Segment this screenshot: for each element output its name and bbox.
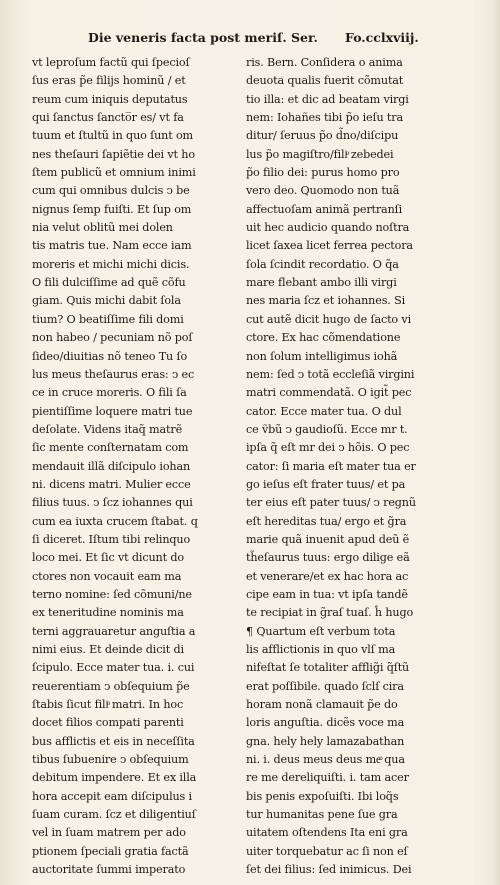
- right-column-line: ris. Bern. Conſidera o anima: [246, 56, 403, 69]
- folio-number: Fo.cclxviij.: [345, 30, 419, 45]
- left-column-line: hora accepit eam diſcipulus i: [32, 789, 192, 803]
- right-column-line: vero deo. Quomodo non tuã: [246, 184, 400, 198]
- right-column-line: nes maria ſcz et iohannes. Si: [246, 294, 406, 308]
- right-column-line: tio illa: et dic ad beatam virgi: [246, 92, 409, 106]
- right-column-line: th̃eſaurus tuus: ergo dilige eã: [246, 551, 410, 565]
- right-column-line: ſola ſcindit recordatio. O q̃a: [246, 257, 399, 271]
- left-column-line: loco mei. Et ſic vt dicunt do: [32, 551, 184, 565]
- left-column-line: debitum impendere. Et ex illa: [32, 771, 197, 785]
- left-column-line: vt leproſum factũ qui ſpecioſ: [32, 56, 190, 69]
- left-column-line: nia velut oblitũ mei dolen: [32, 221, 173, 235]
- left-column-line: reuerentiam ↄ obſequium p̃e: [32, 679, 190, 693]
- left-column-line: cum ea iuxta crucem ſtabat. q: [32, 514, 198, 528]
- left-column-line: tium? O beatiſſime fili domi: [32, 312, 184, 326]
- left-column-line: tis matris tue. Nam ecce iam: [32, 239, 192, 253]
- right-column-line: cipe eam in tua: vt ipſa tandẽ: [246, 587, 408, 601]
- left-column-line: ni. dicens matri. Mulier ecce: [32, 477, 191, 491]
- left-column-line: auctoritate ſummi imperato: [32, 863, 186, 877]
- left-text-column: [32, 54, 222, 879]
- left-column-line: tibus ſubuenire ↄ obſequium: [32, 753, 189, 767]
- left-column-line: cum qui omnibus dulcis ↄ be: [32, 184, 190, 198]
- right-column-line: uitatem oſtendens Ita eni gra: [246, 826, 408, 840]
- left-column-line: ſtabis ſicut filiͦ matri. In hoc: [32, 698, 184, 712]
- right-column-line: ni. i. deus meus deus meͦ qua: [246, 753, 405, 767]
- right-column-line: non ſolum intelligimus iohã: [246, 349, 398, 363]
- right-column-line: ditur/ ſeruus p̃o d̃no/diſcipu: [246, 129, 399, 143]
- left-column-line: ex teneritudine nominis ma: [32, 606, 184, 620]
- right-column-line: lus p̃o magiſtro/filiͦ zebedei: [246, 147, 394, 161]
- right-column-line: go ieſus eſt frater tuus/ et pa: [246, 477, 406, 491]
- right-column-line: ctore. Ex hac cõmendatione: [246, 331, 401, 345]
- right-column-line: re me dereliquiſti. i. tam acer: [246, 771, 409, 785]
- left-column-line: terno nomine: ſed cõmuni/ne: [32, 587, 192, 601]
- right-column-line: nifeſtat ſe totaliter afflig̃i q̃ſtũ: [246, 661, 410, 675]
- right-column-line: deuota qualis fuerit cõmutat: [246, 74, 404, 88]
- right-column-line: uiter torquebatur ac ſi non eſ: [246, 844, 408, 858]
- left-column-line: O fili dulciſſime ad quẽ cõfu: [32, 276, 186, 290]
- right-column-line: licet ſaxea licet ferrea pectora: [246, 239, 413, 253]
- right-column-line: lis afflictionis in quo vlſ ma: [246, 643, 396, 656]
- right-column-line: erat poſſibile. quado ſclſ cira: [246, 679, 404, 693]
- left-column-line: ſuam curam. ſcz et diligentiuſ: [32, 808, 196, 822]
- right-column-line: marie quã inuenit apud deũ ẽ: [246, 532, 410, 546]
- right-column-line: te recipiat in g̃raſ tuaſ. ĥ hugo: [246, 606, 414, 620]
- left-column-line: qui ſanctus ſancto̅r es/ vt fa: [32, 111, 184, 125]
- left-column-line: deſolate. Videns itaq̃ matrẽ: [32, 422, 183, 436]
- right-column-line: ter eius eſt pater tuus/ ↄ regnũ: [246, 496, 416, 510]
- page-gutter-shadow: [492, 0, 500, 885]
- left-column-line: ce in cruce moreris. O fili ſa: [32, 386, 187, 400]
- left-column-line: nignus ſemp fuiſti. Et ſup om: [32, 202, 192, 216]
- right-column-line: nem: ſed ↄ totã eccleſiã virgini: [246, 367, 415, 381]
- running-title: Die veneris facta post meriſ. Ser.: [88, 30, 318, 45]
- left-column-line: nimi eius. Et deinde dicit di: [32, 643, 184, 656]
- left-column-line: tuum et ſtultũ in quo ſunt om: [32, 129, 194, 143]
- right-column-line: loris anguſtia. dicẽs voce ma: [246, 716, 405, 730]
- left-column-line: mendauit illã diſcipulo iohan: [32, 459, 191, 473]
- right-column-line: nem: Iohañes tibi p̃o ieſu tra: [246, 111, 404, 125]
- left-column-line: docet filios compati parenti: [32, 716, 184, 730]
- right-column-line: cator. Ecce mater tua. O dul: [246, 404, 402, 418]
- left-column-line: vel in ſuam matrem per ado: [32, 826, 186, 840]
- left-column-line: non habeo / pecuniam nõ poſ: [32, 331, 193, 345]
- right-text-column: [246, 54, 456, 879]
- right-column-line: p̃o filio dei: purus homo pro: [246, 166, 400, 180]
- left-column-line: ſus eras p̃e filijs hominũ / et: [32, 74, 186, 88]
- left-column-line: ſtem publicũ et omnium inimi: [32, 166, 196, 180]
- left-column-line: terni aggrauaretur anguſtia a: [32, 624, 196, 638]
- left-column-line: bus afflictis et eis in neceſſita: [32, 734, 195, 748]
- right-column-line: affectuoſam animã pertranſi: [246, 202, 403, 216]
- right-column-line: ſet dei filius: ſed inimicus. Dei: [246, 863, 412, 877]
- right-column-line: horam nonã clamauit p̃e do: [246, 698, 398, 712]
- left-column-line: nes theſauri ſapiẽtie dei vt ho: [32, 147, 195, 161]
- right-column-line: cut autẽ dicit hugo de ſacto vi: [246, 312, 412, 326]
- left-column-line: lus meus theſaurus eras: ↄ ec: [32, 367, 195, 381]
- right-column-line: et venerare/et ex hac hora ac: [246, 569, 409, 583]
- left-column-line: ptionem ſpeciali gratia factã: [32, 844, 189, 858]
- left-column-line: ſic mente conſternatam com: [32, 441, 189, 455]
- left-column-line: ctores non vocauit eam ma: [32, 569, 182, 583]
- right-column-line: matri commendatã. O igit̃ pec: [246, 386, 412, 400]
- right-column-line: mare flebant ambo illi virgi: [246, 276, 397, 290]
- right-column-line: uit hec audicio quando noſtra: [246, 221, 410, 235]
- right-column-line: ce ṽbũ ↄ gaudioſũ. Ecce mr t.: [246, 422, 408, 436]
- left-column-line: giam. Quis michi dabit ſola: [32, 294, 181, 308]
- left-column-line: pientiſſime loquere matri tue: [32, 404, 193, 418]
- right-column-line: gna. hely hely lamazabathan: [246, 734, 405, 748]
- right-column-line: eſt hereditas tua/ ergo et g̃ra: [246, 514, 407, 528]
- left-column-line: ſideo/diuitias nõ teneo Tu ſo: [32, 349, 188, 363]
- right-column-line: bis penis expoſuiſti. Ibi loq̃s: [246, 789, 399, 803]
- right-column-line: ¶ Quartum eſt verbum tota: [246, 624, 396, 638]
- left-column-line: ſcipulo. Ecce mater tua. i. cui: [32, 661, 195, 675]
- left-column-line: filius tuus. ↄ ſcz iohannes qui: [32, 496, 193, 510]
- left-column-line: reum cum iniquis deputatus: [32, 92, 188, 106]
- right-column-line: cator: ſi maria eſt mater tua er: [246, 459, 416, 473]
- left-column-line: ſi diceret. Iſtum tibi relinquo: [32, 532, 191, 546]
- left-column-line: moreris et michi michi dicis.: [32, 257, 190, 271]
- right-column-line: ipſa q̃ eſt mr dei ↄ hõis. O pec: [246, 441, 410, 455]
- right-column-line: tur humanitas pene ſue gra: [246, 808, 398, 822]
